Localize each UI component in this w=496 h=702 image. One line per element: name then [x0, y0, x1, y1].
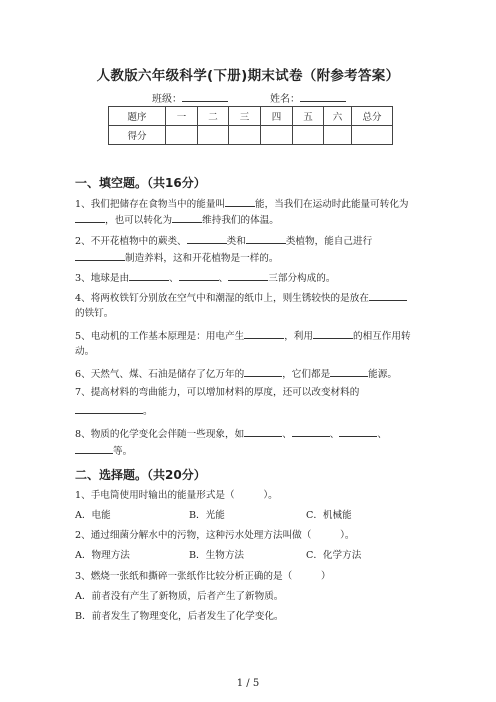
answer-blank — [246, 234, 286, 244]
name-field — [270, 90, 346, 105]
option-a[interactable]: A．前者没有产生了新物质，后者产生了新物质。 — [75, 591, 284, 602]
section1-heading: 一、填空题。（共16分） — [75, 176, 206, 190]
answer-blank — [339, 427, 377, 437]
exam-title: 人教版六年级科学(下册)期末试卷（附参考答案） — [96, 68, 400, 84]
option-b[interactable]: B．生物方法 — [189, 550, 245, 561]
question-text: 、 — [218, 273, 229, 284]
question-text: ，它们都是 — [282, 369, 331, 380]
question-4-cont — [75, 308, 113, 320]
question-text: 动。 — [75, 346, 95, 357]
question-text: 三部分构成的。 — [268, 273, 336, 284]
answer-blank — [172, 213, 202, 223]
score-cell[interactable] — [198, 126, 229, 145]
name-blank — [300, 92, 346, 102]
table-cell: 得分 — [109, 126, 166, 145]
answer-blank — [313, 329, 353, 339]
question-4 — [75, 291, 407, 305]
mc-question-1: 1、手电筒使用时输出的能量形式是（ ）。 — [75, 490, 278, 501]
question-text: 维持我们的体温。 — [202, 215, 279, 226]
question-6 — [75, 367, 397, 381]
answer-blank — [228, 271, 268, 281]
question-2-cont — [75, 251, 279, 265]
table-cell: 六 — [324, 107, 352, 126]
section2-heading: 二、选择题。（共20分） — [75, 468, 206, 482]
answer-blank — [244, 427, 282, 437]
question-5-cont — [75, 346, 94, 358]
answer-blank — [292, 427, 330, 437]
question-text: 6、天然气、煤、石油是储存了亿万年的 — [75, 369, 245, 380]
name-label: 姓名： — [270, 94, 300, 105]
question-8 — [75, 427, 387, 441]
question-1 — [75, 197, 409, 211]
question-1-cont — [75, 213, 279, 227]
question-text: 等。 — [113, 446, 133, 457]
question-text: 、 — [282, 429, 292, 440]
answer-blank — [244, 367, 282, 377]
question-text: ，利用 — [284, 331, 313, 342]
score-cell[interactable] — [324, 126, 352, 145]
question-text: 5、电动机的工作基本原理是：用电产生 — [75, 331, 245, 342]
score-table-header-row — [109, 107, 393, 126]
question-text: 4、将两枚铁钉分别放在空气中和潮湿的纸巾上，则生锈较快的是放在 — [75, 293, 369, 304]
option-b[interactable]: B．前者发生了物理变化，后者发生了化学变化。 — [75, 611, 284, 622]
question-2 — [75, 234, 372, 248]
table-cell: 五 — [293, 107, 324, 126]
question-5 — [75, 329, 411, 343]
answer-blank — [244, 329, 284, 339]
question-text: ，也可以转化为 — [105, 215, 173, 226]
answer-blank — [225, 197, 255, 207]
question-text: 、 — [377, 429, 387, 440]
option-a[interactable]: A．电能 — [75, 510, 111, 521]
mc-question-2: 2、通过细菌分解水中的污物，这种污水处理方法叫做（ ）。 — [75, 530, 355, 541]
mc-question-3: 3、燃烧一张纸和撕碎一张纸作比较分析正确的是（ ） — [75, 571, 331, 582]
question-text: 能源。 — [368, 369, 397, 380]
answer-blank — [179, 271, 219, 281]
score-table-score-row — [109, 126, 393, 145]
answer-blank — [129, 271, 169, 281]
question-7 — [75, 387, 359, 399]
answer-blank — [75, 213, 105, 223]
question-text: 类和 — [226, 236, 246, 247]
score-cell[interactable] — [293, 126, 324, 145]
class-field — [152, 90, 228, 105]
score-cell[interactable] — [166, 126, 198, 145]
question-text: 、 — [169, 273, 179, 284]
answer-blank — [330, 367, 368, 377]
question-7-cont — [75, 404, 153, 418]
answer-blank — [75, 404, 143, 414]
answer-blank — [75, 444, 113, 454]
option-c[interactable]: C．化学方法 — [306, 550, 362, 561]
question-text: 7、提高材料的弯曲能力，可以增加材料的厚度，还可以改变材料的 — [75, 387, 360, 398]
option-a[interactable]: A．物理方法 — [75, 550, 130, 561]
question-text: 的铁钉。 — [75, 308, 114, 319]
question-text: 3、地球是由 — [75, 273, 130, 284]
table-cell: 总分 — [352, 107, 393, 126]
class-label: 班级： — [152, 94, 182, 105]
option-c[interactable]: C．机械能 — [306, 510, 352, 521]
question-3 — [75, 271, 335, 285]
option-b[interactable]: B．光能 — [189, 510, 225, 521]
table-cell: 四 — [261, 107, 293, 126]
question-text: 制造养料，这和开花植物是一样的。 — [125, 253, 279, 264]
answer-blank — [187, 234, 227, 244]
table-cell: 一 — [166, 107, 198, 126]
question-text: 、 — [329, 429, 340, 440]
page-number: 1 / 5 — [236, 678, 260, 689]
question-text: 1、我们把储存在食物当中的能量叫 — [75, 199, 226, 210]
score-table — [108, 106, 393, 145]
table-cell: 题序 — [109, 107, 166, 126]
table-cell: 二 — [198, 107, 229, 126]
question-8-cont — [75, 444, 132, 458]
answer-blank — [75, 251, 125, 261]
table-cell: 三 — [229, 107, 261, 126]
question-text: 的相互作用转 — [352, 331, 411, 342]
answer-blank — [369, 291, 407, 301]
question-text: 类植物，能自己进行 — [285, 236, 373, 247]
score-cell[interactable] — [261, 126, 293, 145]
class-blank — [182, 92, 228, 102]
question-text: 能，当我们在运动时此能量可转化为 — [255, 199, 409, 210]
score-cell[interactable] — [352, 126, 393, 145]
question-text: 8、物质的化学变化会伴随一些现象，如 — [75, 429, 245, 440]
score-cell[interactable] — [229, 126, 261, 145]
question-text: 2、不开花植物中的蕨类、 — [75, 236, 187, 247]
question-text: 。 — [143, 406, 153, 417]
